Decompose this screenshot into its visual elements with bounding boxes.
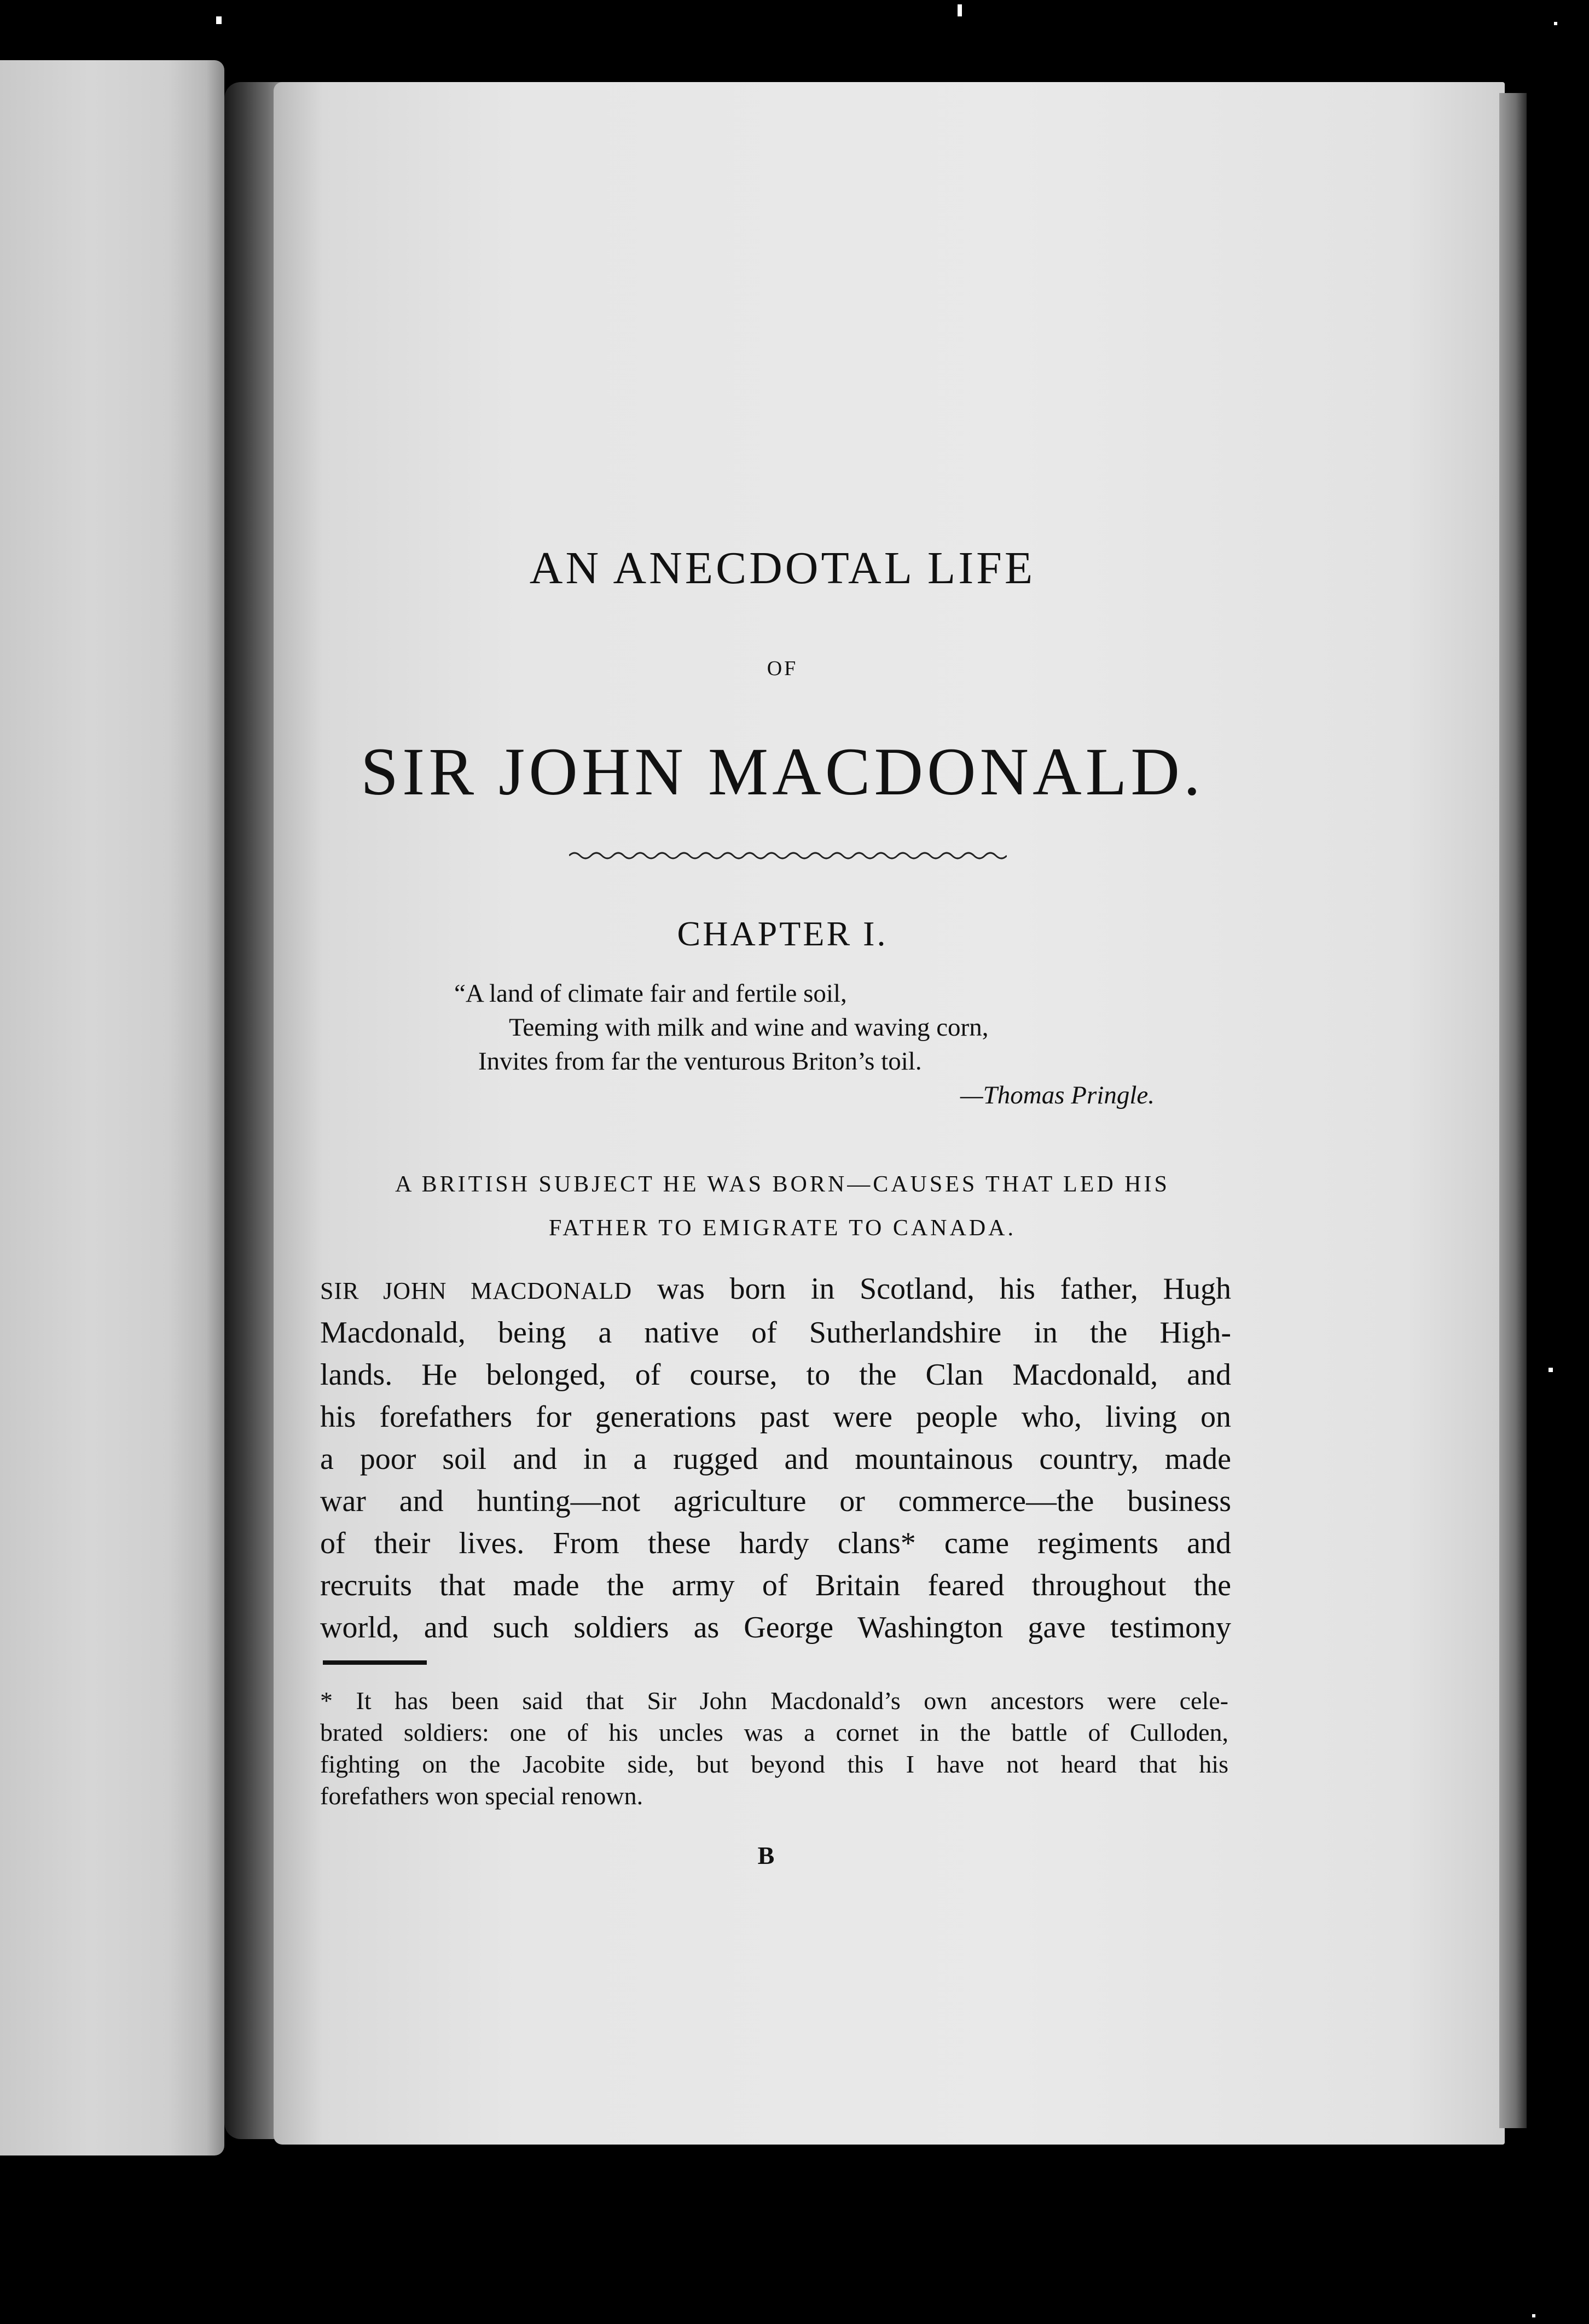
body-line: a poor soil and in a rugged and mountainous country, made — [320, 1442, 1231, 1476]
body-smallcaps: SIR JOHN MACDONALD — [320, 1277, 633, 1304]
footnote-line: forefathers won special renown. — [320, 1782, 643, 1810]
body-line: world, and such soldiers as George Washington gave testimony — [320, 1611, 1231, 1645]
right-page — [274, 82, 1505, 2145]
left-page — [0, 60, 224, 2155]
film-speck — [1532, 2314, 1535, 2317]
film-speck — [1554, 22, 1557, 25]
epigraph-attribution: —Thomas Pringle. — [960, 1081, 1155, 1109]
title-main: AN ANECDOTAL LIFE — [529, 543, 1036, 594]
epigraph-line: Invites from far the venturous Briton’s toil. — [478, 1047, 922, 1076]
subheading-line: FATHER TO EMIGRATE TO CANADA. — [549, 1216, 1016, 1241]
epigraph-line: “A land of climate fair and fertile soil, — [454, 979, 847, 1008]
footnote-rule — [323, 1660, 427, 1665]
body-line: lands. He belonged, of course, to the Clan Macdonald, and — [320, 1358, 1231, 1392]
footnote-line: * It has been said that Sir John Macdonald’s own ancestors were cele- — [320, 1687, 1228, 1715]
epigraph — [438, 977, 1204, 1112]
body-line: Macdonald, being a native of Sutherlandshire in the High- — [320, 1316, 1231, 1350]
chapter-heading: CHAPTER I. — [677, 914, 888, 953]
chapter-subheading — [328, 1163, 1237, 1250]
title-of: OF — [767, 657, 798, 680]
film-speck — [1549, 1368, 1553, 1372]
body-first-line-rest: was born in Scotland, his father, Hugh — [632, 1272, 1231, 1306]
film-speck — [958, 4, 962, 16]
body-line: his forefathers for generations past were people who, living on — [320, 1400, 1231, 1434]
page-edge — [1499, 93, 1527, 2128]
body-line — [320, 1268, 1231, 1312]
signature-mark: B — [757, 1841, 775, 1869]
wavy-rule — [569, 848, 1007, 863]
film-speck — [216, 16, 222, 24]
footnote — [320, 1685, 1228, 1812]
body-line: of their lives. From these hardy clans* came regiments and — [320, 1526, 1231, 1560]
epigraph-line: Teeming with milk and wine and waving corn, — [509, 1013, 989, 1042]
body-text — [320, 1268, 1231, 1649]
subheading-line: A BRITISH SUBJECT HE WAS BORN—CAUSES THAT LED HIS — [395, 1172, 1170, 1197]
body-line: war and hunting—not agriculture or commerce—the business — [320, 1484, 1231, 1518]
footnote-line: fighting on the Jacobite side, but beyond this I have not heard that his — [320, 1750, 1228, 1778]
footnote-line: brated soldiers: one of his uncles was a cornet in the battle of Culloden, — [320, 1718, 1228, 1746]
body-line: recruits that made the army of Britain feared throughout the — [320, 1568, 1231, 1602]
title-name: SIR JOHN MACDONALD. — [361, 734, 1204, 809]
